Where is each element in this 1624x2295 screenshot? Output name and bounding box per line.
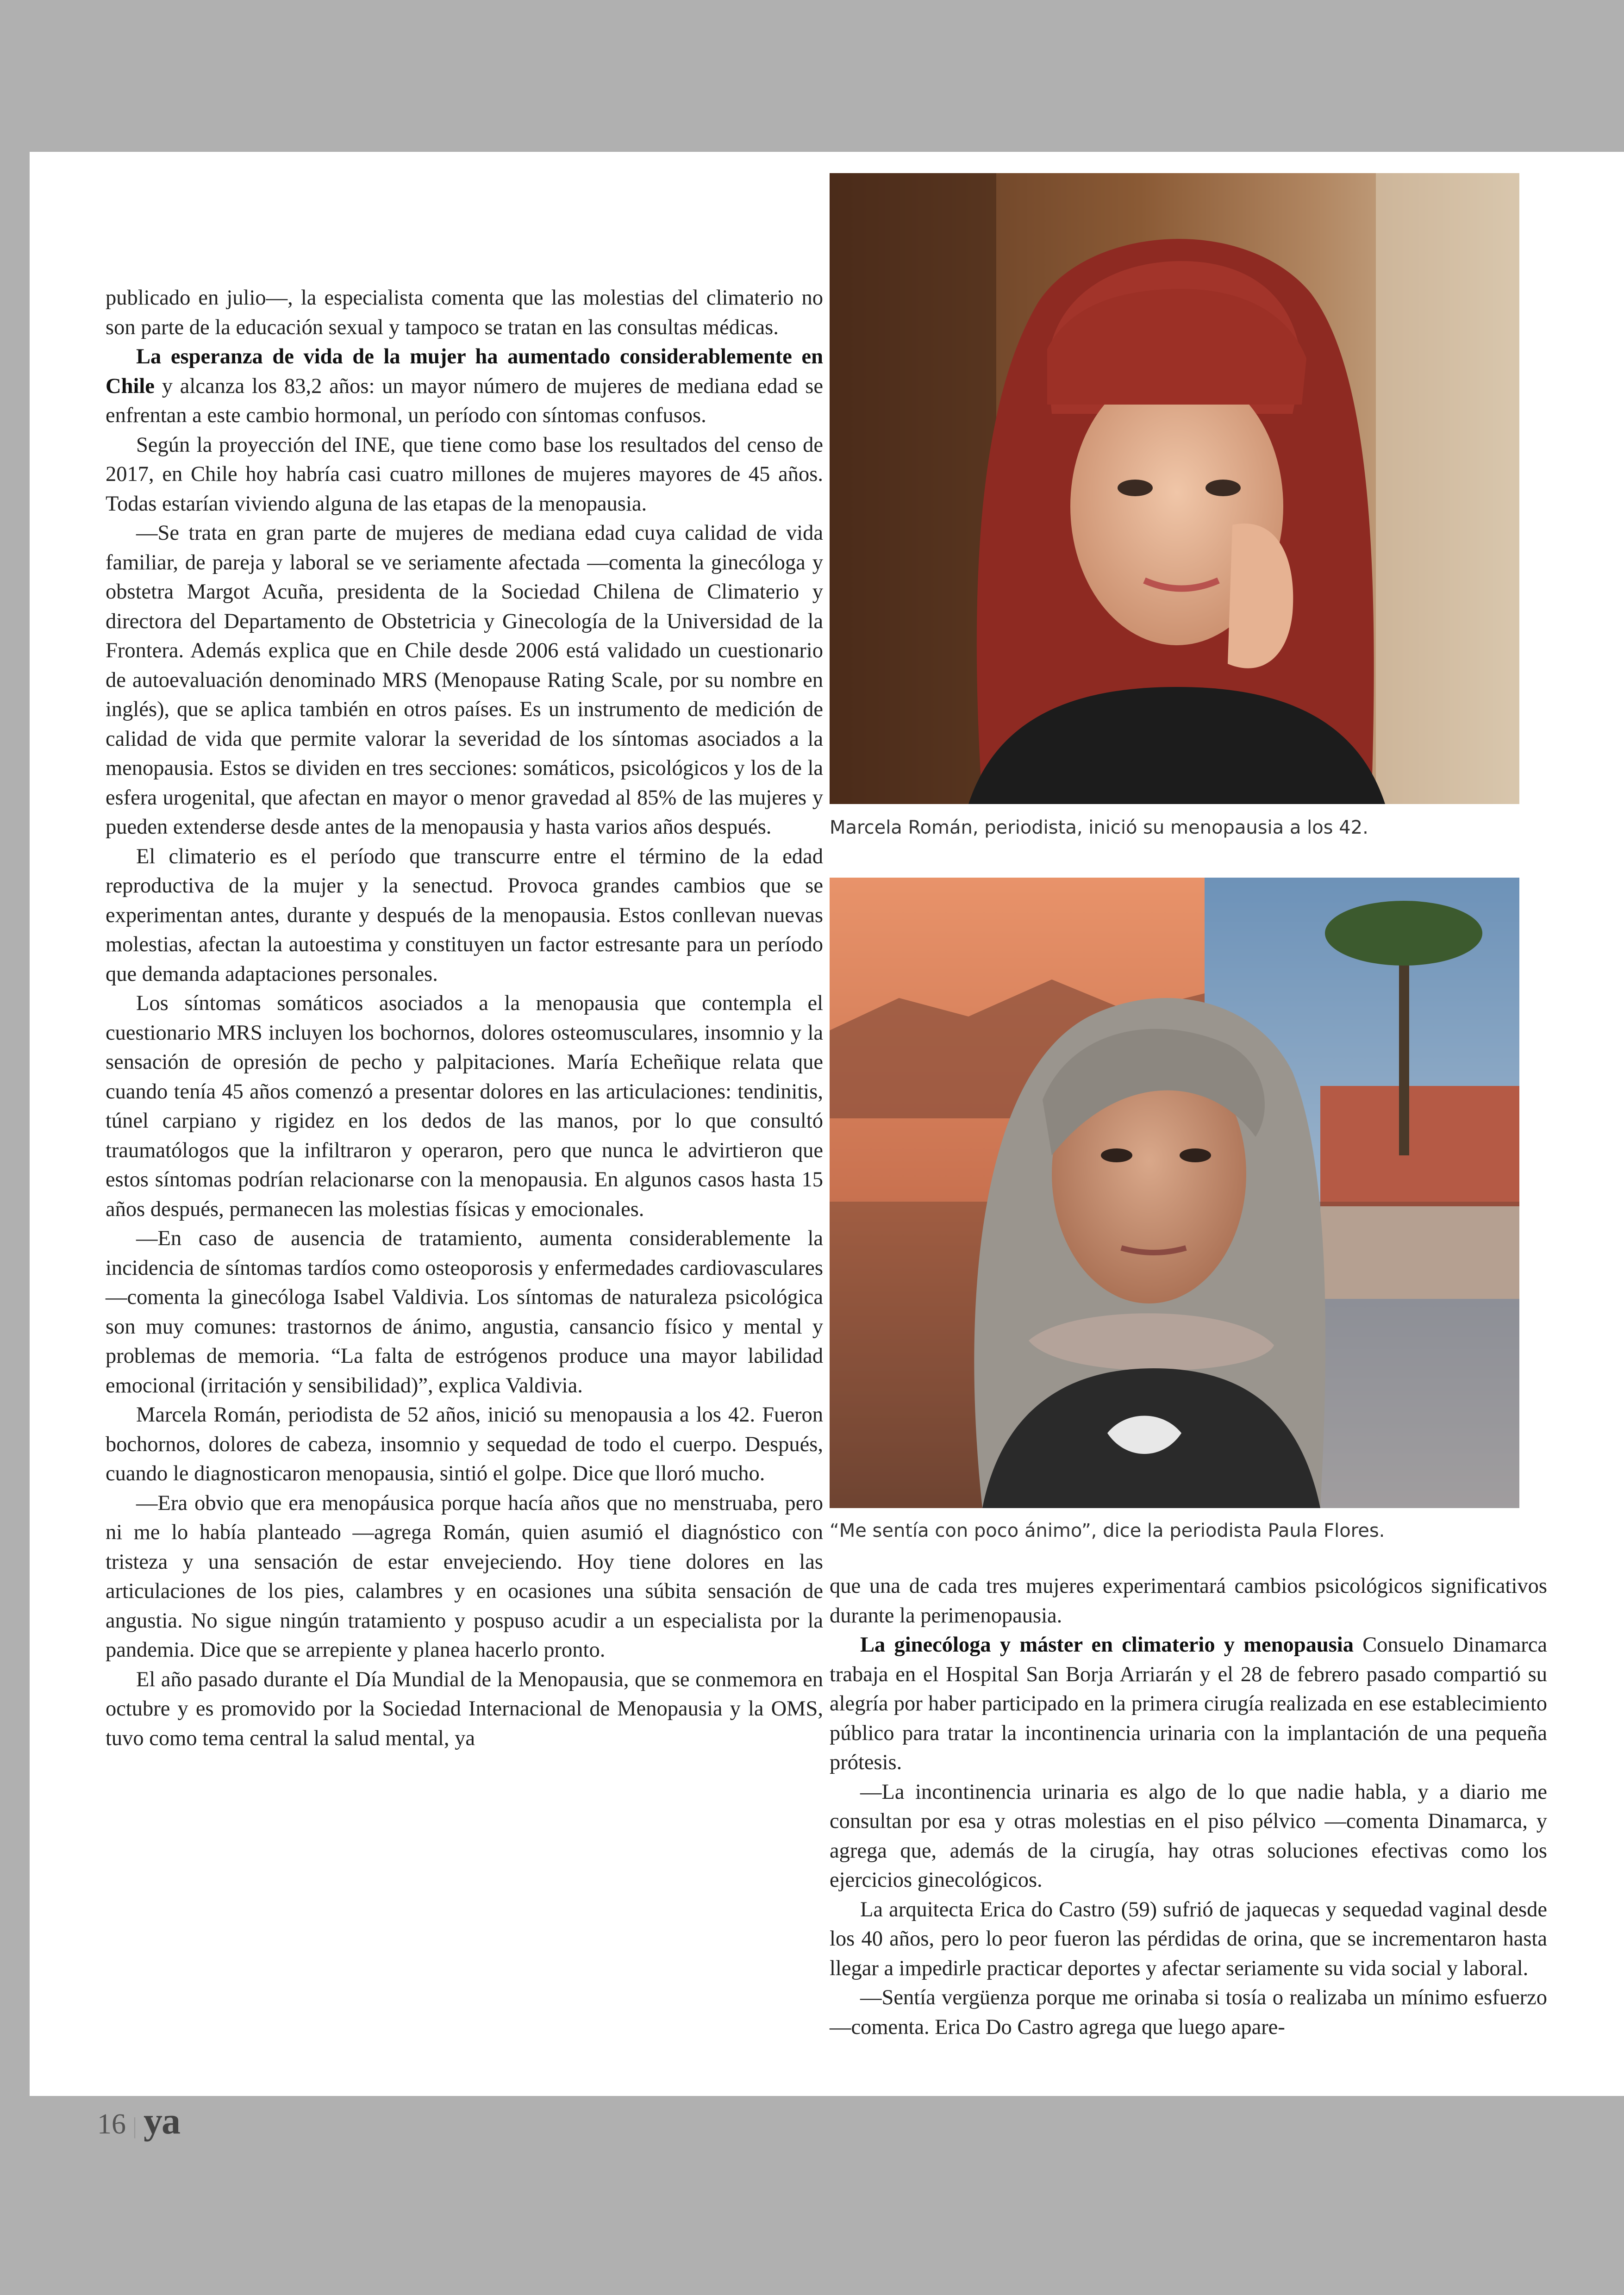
paragraph: —Era obvio que era menopáusica porque hacía años que no menstruaba, pero ni me lo había planteado —agrega Román, quien asumió el diagnóstico con tristeza y una sensación de estar envejeciendo. Hoy tiene dolores en las articulaciones de los pies, calambres y en ocasiones una súbita sensación de angustia. No sigue ningún tratamiento y pospuso acudir a un especialista por la pandemia. Dice que se arrepiente y planea hacerlo pronto. xyxy=(106,1491,823,1662)
footer-separator: | xyxy=(132,2113,137,2139)
photo-caption: “Me sentía con poco ánimo”, dice la periodista Paula Flores. xyxy=(830,1520,1385,1541)
magazine-page xyxy=(30,152,1624,2096)
paragraph: El climaterio es el período que transcurre entre el término de la edad reproductiva de la mujer y la senectud. Provoca grandes cambios que se experimentan antes, durante y después de la menopausia. Estos conllevan nuevas molestias, afectan la autoestima y constituyen un factor estresante para un período que demanda adaptaciones personales. xyxy=(106,844,823,986)
page-number: 16 xyxy=(97,2108,126,2140)
paragraph: publicado en julio—, la especialista comenta que las molestias del climaterio no son parte de la educación sexual y tampoco se tratan en las consultas médicas. xyxy=(106,286,823,339)
paragraph: —En caso de ausencia de tratamiento, aumenta considerablemente la incidencia de síntomas tardíos como osteoporosis y enfermedades cardiovasculares —comenta la ginecóloga Isabel Valdivia. Los síntomas de naturaleza psicológica son muy comunes: trastornos de ánimo, angustia, cansancio físico y mental y problemas de memoria. “La falta de estrógenos produce una mayor labilidad emocional (irritación y sensibilidad)”, explica Valdivia. xyxy=(106,1227,823,1397)
paragraph-text: y alcanza los 83,2 años: un mayor número de mujeres de mediana edad se enfrentan a este cambio hormonal, un período con síntomas confusos. xyxy=(106,374,823,427)
lead-in-bold: La ginecóloga y máster en climaterio y menopausia xyxy=(860,1633,1354,1657)
paragraph-text: Consuelo Dinamarca trabaja en el Hospital San Borja Arriarán y el 28 de febrero pasado compartió su alegría por haber participado en la primera cirugía realizada en ese establecimiento público para tratar la incontinencia urinaria con la implantación de una pequeña prótesis. xyxy=(830,1633,1547,1774)
paragraph: que una de cada tres mujeres experimentará cambios psicológicos significativos durante la perimenopausia. xyxy=(830,1574,1547,1628)
photo-marcela-roman xyxy=(830,173,1519,804)
lead-in-bold: La esperanza de vida de la mujer ha aumentado considerablemente en Chile xyxy=(106,345,823,398)
paragraph: Los síntomas somáticos asociados a la menopausia que contempla el cuestionario MRS incluyen los bochornos, dolores osteomusculares, insomnio y la sensación de opresión de pecho y palpitaciones. María Echeñique relata que cuando tenía 45 años comenzó a presentar dolores en las articulaciones: tendinitis, túnel carpiano y rigidez en los dedos de las manos, por lo que consultó traumatólogos que la infiltraron y operaron, pero que nunca le advirtieron que estos síntomas podrían relacionarse con la menopausia. En algunos casos hasta 15 años después, permanecen las molestias físicas y emocionales. xyxy=(106,992,823,1221)
left-text-column xyxy=(106,283,823,1753)
paragraph: Según la proyección del INE, que tiene como base los resultados del censo de 2017, en Chile hoy habría casi cuatro millones de mujeres mayores de 45 años. Todas estarían viviendo alguna de las etapas de la menopausia. xyxy=(106,433,823,516)
paragraph: —Se trata en gran parte de mujeres de mediana edad cuya calidad de vida familiar, de pareja y laboral se ve seriamente afectada —comenta la ginecóloga y obstetra Margot Acuña, presidenta de la Sociedad Chilena de Climaterio y directora del Departamento de Obstetricia y Ginecología de la Universidad de la Frontera. Además explica que en Chile desde 2006 está validado un cuestionario de autoevaluación denominado MRS (Menopause Rating Scale, por su nombre en inglés), que se aplica también en otros países. Es un instrumento de medición de calidad de vida que permite valorar la severidad de los síntomas asociados a la menopausia. Estos se dividen en tres secciones: somáticos, psicológicos y los de la esfera urogenital, que afectan en mayor o menor gravedad al 85% de las mujeres y pueden extenderse desde antes de la menopausia y hasta varios años después. xyxy=(106,521,823,839)
photo-paula-flores xyxy=(830,878,1519,1508)
paragraph xyxy=(830,1630,1547,1777)
paragraph: Marcela Román, periodista de 52 años, inició su menopausia a los 42. Fueron bochornos, dolores de cabeza, insomnio y sequedad de todo el cuerpo. Después, cuando le diagnosticaron menopausia, sintió el golpe. Dice que lloró mucho. xyxy=(106,1403,823,1485)
paragraph: La arquitecta Erica do Castro (59) sufrió de jaquecas y sequedad vaginal desde los 40 años, pero lo peor fueron las pérdidas de orina, que se incrementaron hasta llegar a impedirle practicar deportes y afectar seriamente su vida social y laboral. xyxy=(830,1897,1547,1980)
right-text-column xyxy=(830,1572,1547,2042)
magazine-logo: ya xyxy=(144,2100,180,2142)
page-footer xyxy=(97,2099,180,2143)
paragraph: —Sentía vergüenza porque me orinaba si tosía o realizaba un mínimo esfuerzo —comenta. Erica Do Castro agrega que luego apare- xyxy=(830,1986,1547,2039)
paragraph: El año pasado durante el Día Mundial de la Menopausia, que se conmemora en octubre y es promovido por la Sociedad Internacional de Menopausia y la OMS, tuvo como tema central la salud mental, ya xyxy=(106,1667,823,1750)
paragraph: —La incontinencia urinaria es algo de lo que nadie habla, y a diario me consultan por esa y otras molestias en el piso pélvico —comenta Dinamarca, y agrega que, además de la cirugía, hay otras soluciones efectivas como los ejercicios ginecológicos. xyxy=(830,1780,1547,1892)
paragraph xyxy=(106,342,823,430)
photo-caption: Marcela Román, periodista, inició su menopausia a los 42. xyxy=(830,817,1368,838)
